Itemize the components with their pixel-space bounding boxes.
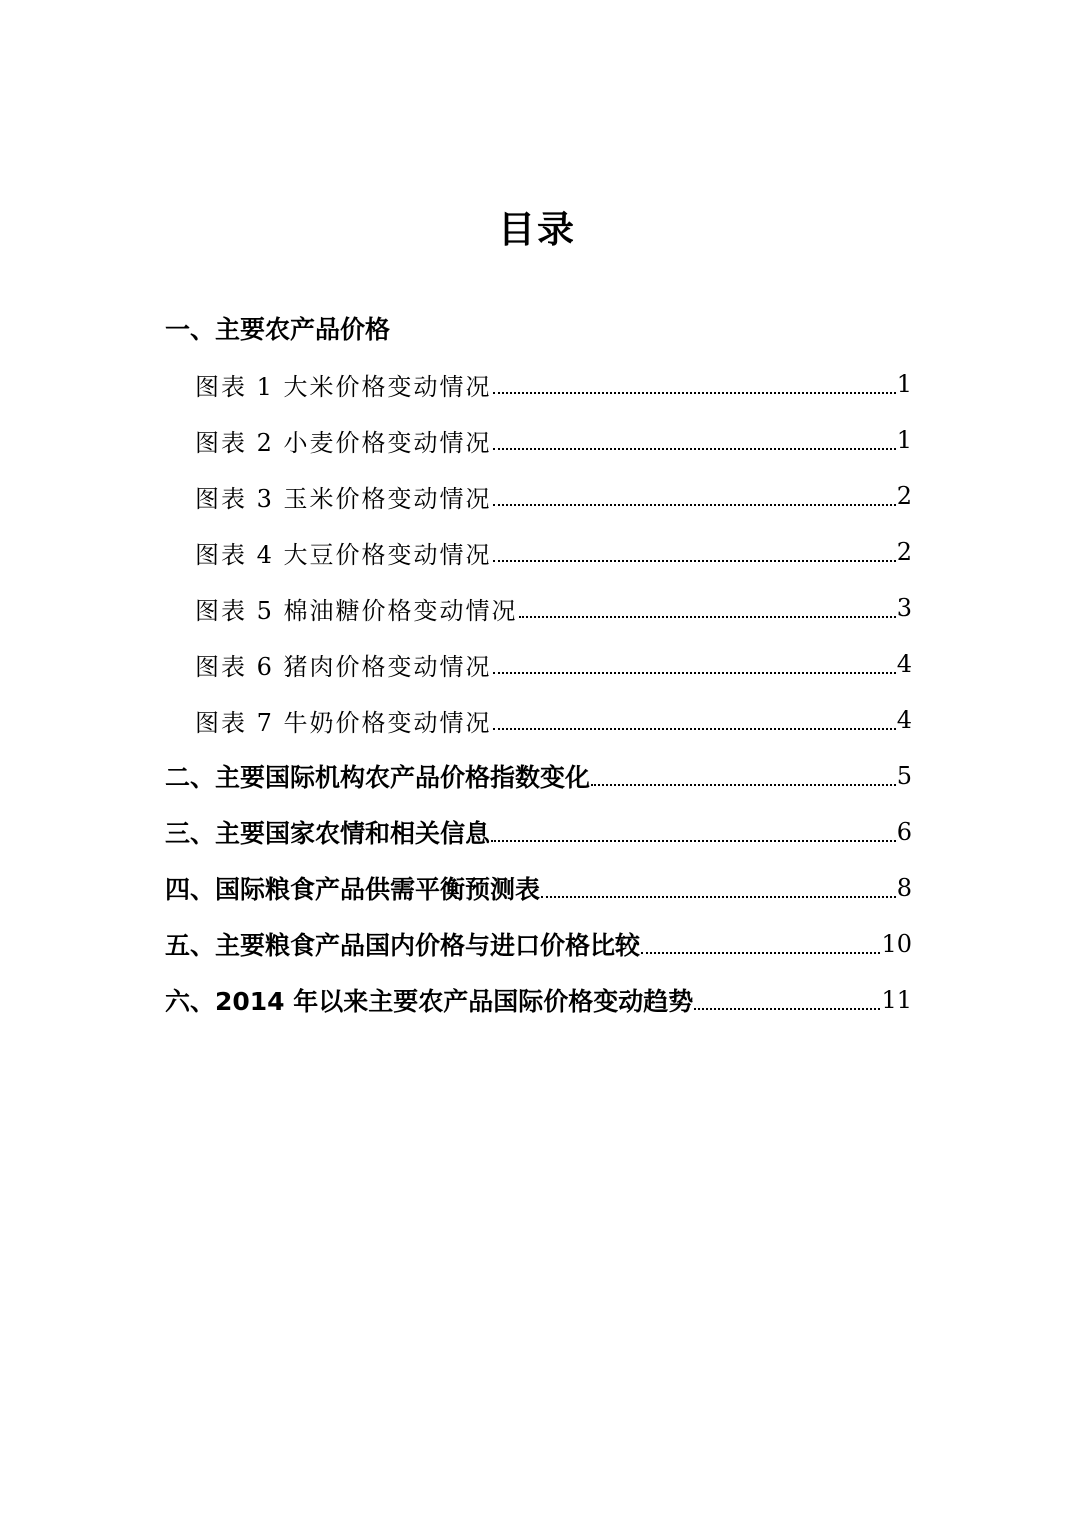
toc-entry-text: 图表 4 大豆价格变动情况 — [195, 540, 492, 569]
toc-leader-dots — [541, 876, 896, 900]
toc-leader-dots — [493, 652, 896, 676]
toc-leader-dots — [519, 596, 896, 620]
toc-entry-text: 图表 1 大米价格变动情况 — [195, 372, 492, 401]
toc-leader-dots — [491, 820, 896, 844]
toc-entry-text: 图表 2 小麦价格变动情况 — [195, 428, 492, 457]
toc-page-number: 5 — [896, 762, 912, 790]
toc-leader-dots — [641, 932, 880, 956]
toc-leader-dots — [493, 708, 896, 732]
toc-title: 目录 — [498, 208, 576, 251]
toc-leader-dots — [493, 428, 896, 452]
toc-page-number: 4 — [896, 706, 912, 734]
toc-entry-text: 四、国际粮食产品供需平衡预测表 — [165, 875, 541, 904]
toc-figure-7[interactable] — [195, 692, 912, 748]
toc-figure-1[interactable] — [195, 356, 912, 412]
toc-page-number: 10 — [881, 930, 912, 958]
toc-entry-text: 图表 7 牛奶价格变动情况 — [195, 708, 492, 737]
toc-figure-3[interactable] — [195, 468, 912, 524]
toc-figure-2[interactable] — [195, 412, 912, 468]
toc-entry-text: 图表 5 棉油糖价格变动情况 — [195, 596, 518, 625]
toc-page-number: 1 — [896, 426, 912, 454]
toc-entry-text: 三、主要国家农情和相关信息 — [165, 819, 491, 848]
toc-leader-dots — [694, 988, 880, 1012]
toc-section-6[interactable] — [165, 972, 912, 1028]
toc-figure-4[interactable] — [195, 524, 912, 580]
toc-page-number: 2 — [896, 538, 912, 566]
toc-leader-dots — [493, 372, 896, 396]
toc-entry-text: 五、主要粮食产品国内价格与进口价格比较 — [165, 931, 641, 960]
toc-page-number: 8 — [896, 874, 912, 902]
toc-entry-text: 六、2014 年以来主要农产品国际价格变动趋势 — [165, 987, 694, 1016]
toc-section-4[interactable] — [165, 860, 912, 916]
toc-leader-dots — [493, 484, 896, 508]
toc-entry-text: 一、主要农产品价格 — [165, 315, 391, 344]
toc-page-number: 1 — [896, 370, 912, 398]
toc-leader-dots — [591, 764, 896, 788]
toc-page-number: 6 — [896, 818, 912, 846]
toc-section-2[interactable] — [165, 748, 912, 804]
toc-section-1[interactable] — [165, 300, 912, 356]
toc-page-number: 2 — [896, 482, 912, 510]
toc-figure-5[interactable] — [195, 580, 912, 636]
toc-section-3[interactable] — [165, 804, 912, 860]
toc-entry-text: 二、主要国际机构农产品价格指数变化 — [165, 763, 591, 792]
toc-page-number: 4 — [896, 650, 912, 678]
toc-page-number: 11 — [881, 986, 912, 1014]
toc-page-number: 3 — [896, 594, 912, 622]
toc-section-5[interactable] — [165, 916, 912, 972]
toc-leader-dots — [493, 540, 896, 564]
toc-figure-6[interactable] — [195, 636, 912, 692]
toc-entry-text: 图表 3 玉米价格变动情况 — [195, 484, 492, 513]
toc-entry-text: 图表 6 猪肉价格变动情况 — [195, 652, 492, 681]
